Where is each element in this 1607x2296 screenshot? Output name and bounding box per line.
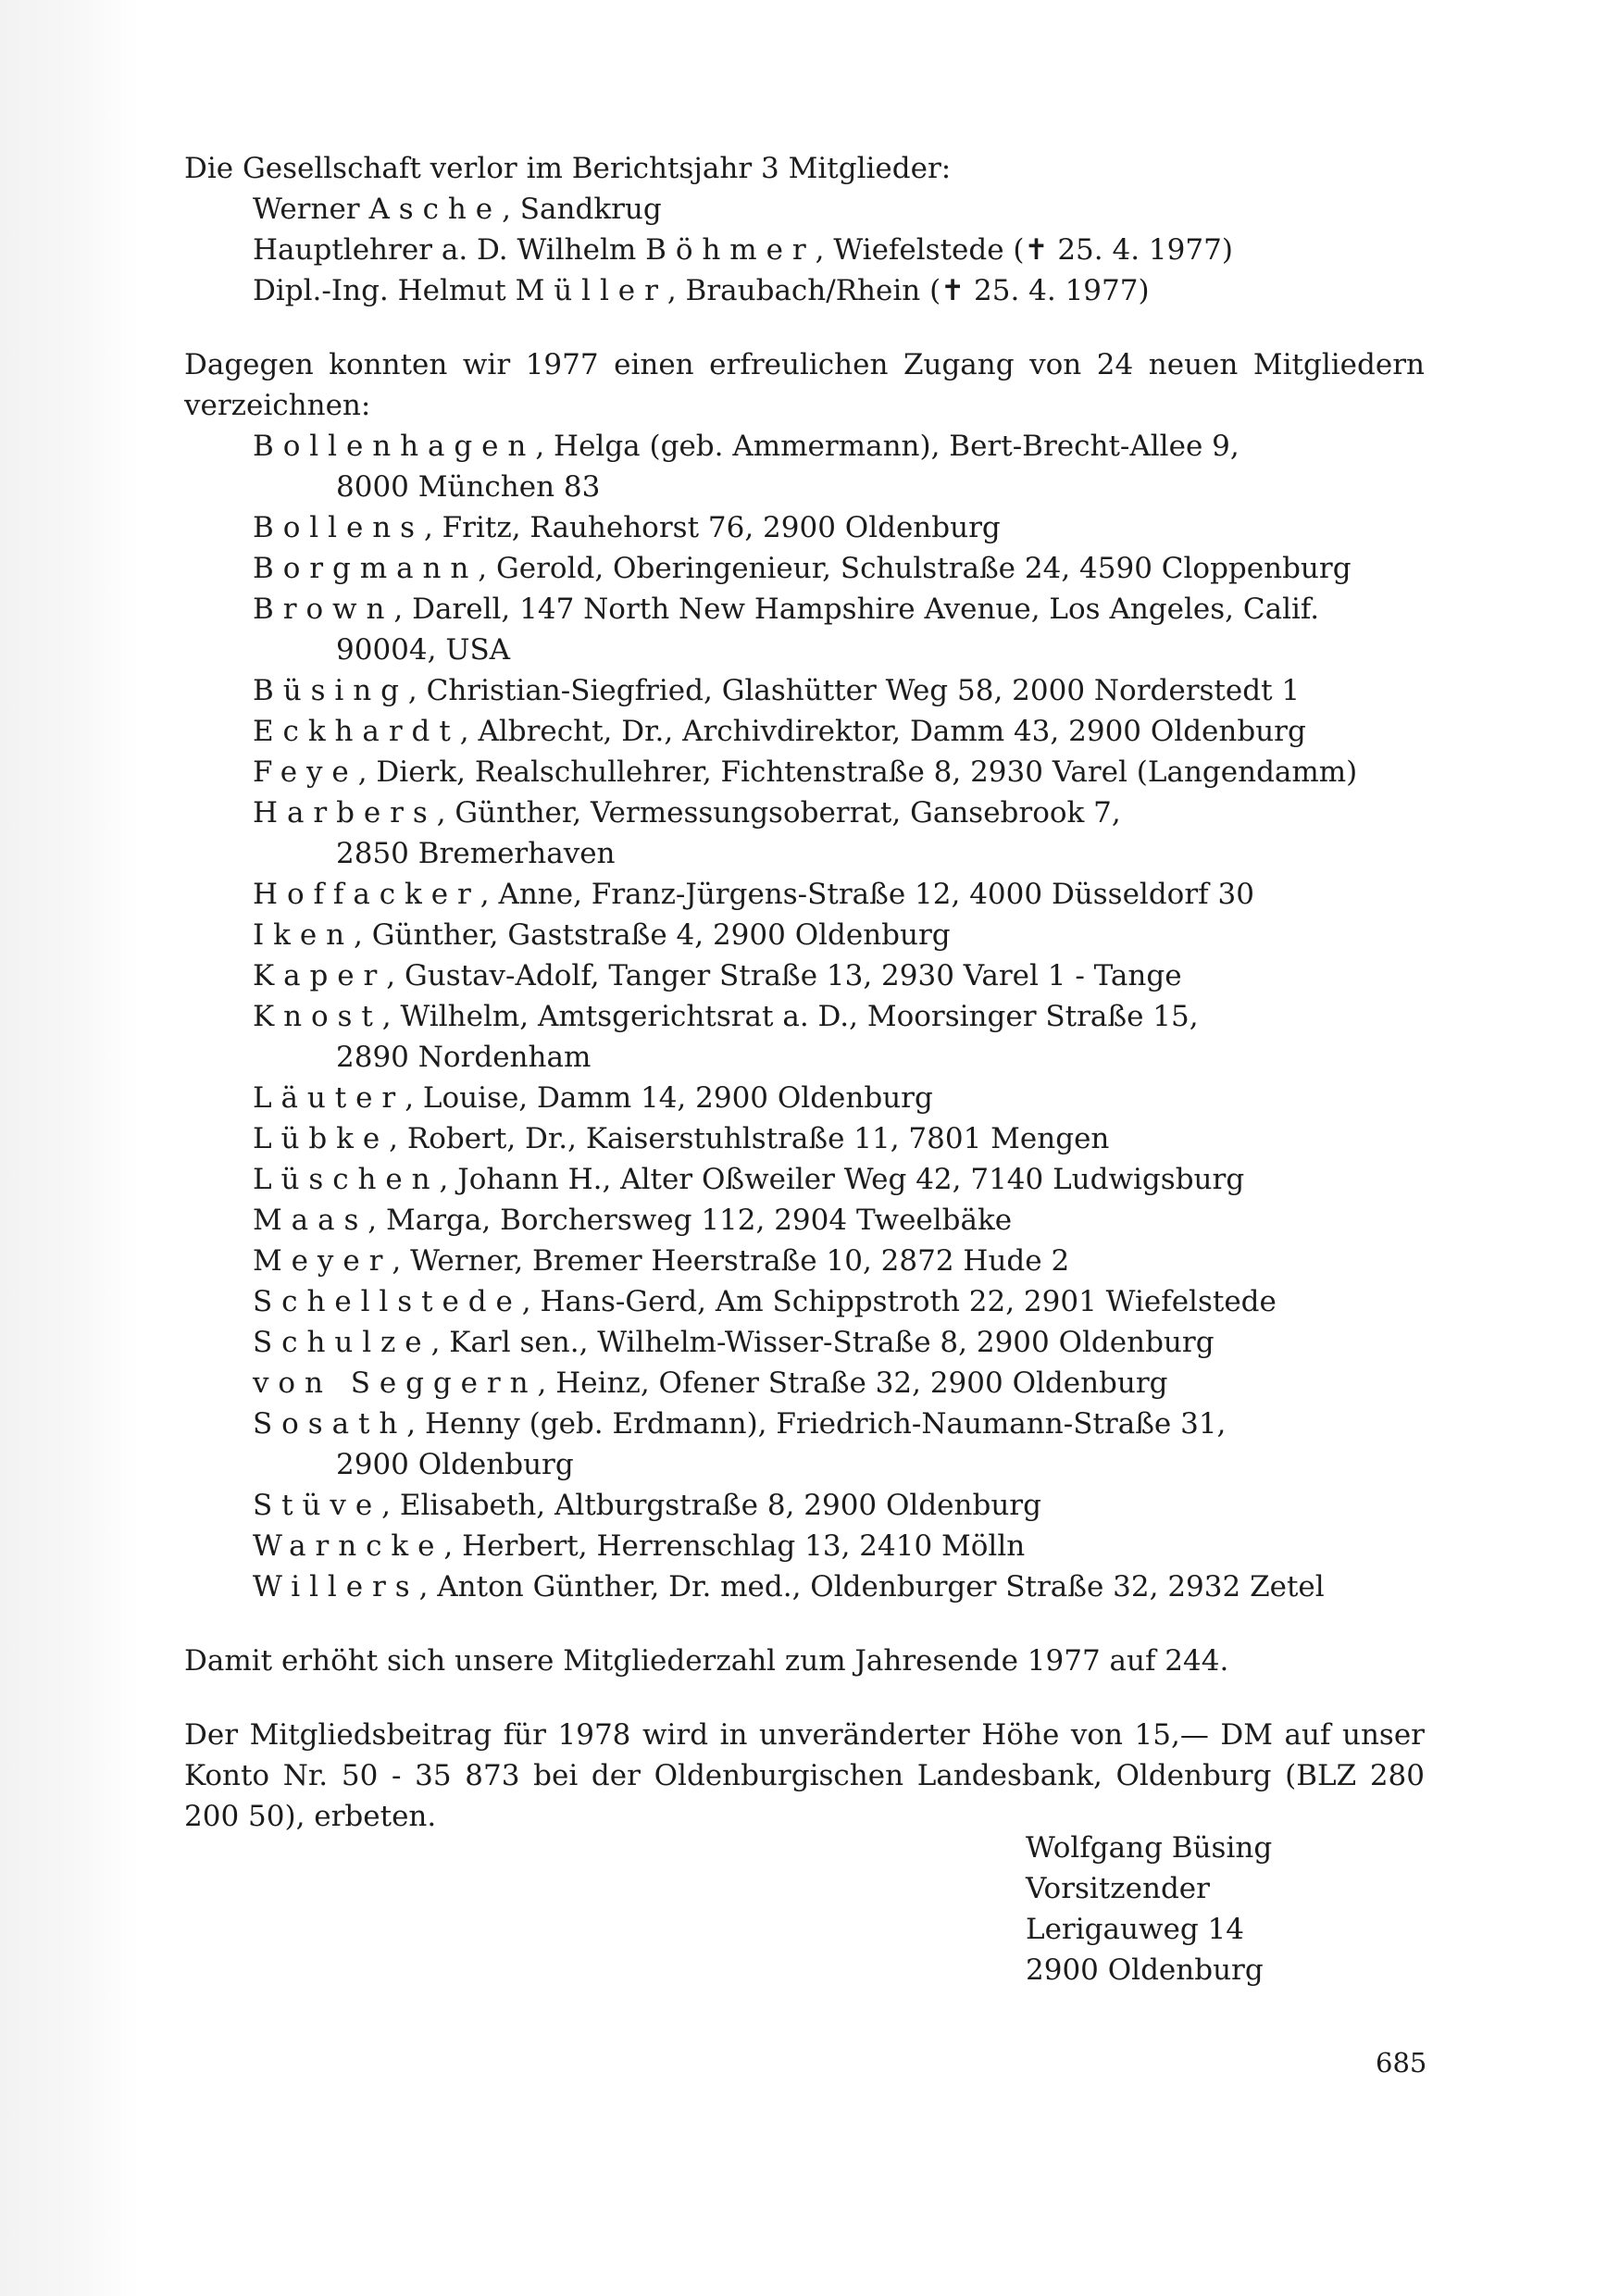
member-details: Louise, Damm 14, 2900 Oldenburg — [422, 1081, 933, 1115]
member-details-continued: 8000 München 83 — [336, 470, 601, 504]
deceased-list — [184, 189, 1425, 311]
member-surname: Bollenhagen — [253, 430, 536, 463]
signature-city: 2900 Oldenburg — [1026, 1953, 1264, 1987]
member-details: Anne, Franz-Jürgens-Straße 12, 4000 Düsseldorf 30 — [498, 878, 1254, 911]
deceased-details: Braubach/Rhein (✝ 25. 4. 1977) — [685, 274, 1150, 307]
member-entry — [184, 1159, 1425, 1200]
member-entry — [184, 507, 1425, 548]
member-line: Sosath, Henny (geb. Erdmann), Friedrich-Naumann-Straße 31, — [253, 1407, 1227, 1441]
member-details: Johann H., Alter Oßweiler Weg 42, 7140 Ludwigsburg — [457, 1163, 1245, 1196]
member-line: Lüschen, Johann H., Alter Oßweiler Weg 42, 7140 Ludwigsburg — [253, 1163, 1245, 1196]
member-surname: Eckhardt — [253, 715, 460, 748]
member-entry — [184, 1200, 1425, 1241]
member-details: Günther, Vermessungsoberrat, Gansebrook 7, — [455, 796, 1121, 830]
member-line: Knost, Wilhelm, Amtsgerichtsrat a. D., Moorsinger Straße 15, — [253, 1000, 1199, 1033]
member-entry — [184, 1241, 1425, 1281]
member-details: Albrecht, Dr., Archivdirektor, Damm 43, 2900 Oldenburg — [478, 715, 1306, 748]
member-details: Heinz, Ofener Straße 32, 2900 Oldenburg — [555, 1366, 1168, 1400]
member-entry — [184, 548, 1425, 589]
member-entry — [184, 589, 1425, 670]
member-details: Gustav-Adolf, Tanger Straße 13, 2930 Varel 1 - Tange — [404, 959, 1182, 992]
member-entry — [184, 426, 1425, 507]
member-entry — [184, 915, 1425, 955]
member-details-continued: 2900 Oldenburg — [336, 1448, 574, 1481]
member-surname: Schellstede — [253, 1285, 522, 1318]
member-line: Lübke, Robert, Dr., Kaiserstuhlstraße 11, 7801 Mengen — [253, 1122, 1110, 1155]
member-entry — [184, 996, 1425, 1078]
member-line: Schellstede, Hans-Gerd, Am Schippstroth 22, 2901 Wiefelstede — [253, 1285, 1277, 1318]
member-details: Werner, Bremer Heerstraße 10, 2872 Hude 2 — [410, 1244, 1070, 1278]
member-details: Günther, Gaststraße 4, 2900 Oldenburg — [371, 918, 951, 952]
member-line: Iken, Günther, Gaststraße 4, 2900 Oldenburg — [253, 918, 951, 952]
member-details: Karl sen., Wilhelm-Wisser-Straße 8, 2900 Oldenburg — [449, 1326, 1215, 1359]
member-details: Helga (geb. Ammermann), Bert-Brecht-Allee 9, — [554, 430, 1240, 463]
deceased-entry: Hauptlehrer a. D. Wilhelm Böhmer, Wiefelstede (✝ 25. 4. 1977) — [253, 233, 1233, 267]
member-surname: Kaper — [253, 959, 387, 992]
member-entry — [184, 1078, 1425, 1118]
member-entry — [184, 711, 1425, 752]
member-details: Marga, Borchersweg 112, 2904 Tweelbäke — [386, 1204, 1013, 1237]
member-details-continued: 2890 Nordenham — [336, 1041, 592, 1074]
new-members-section — [184, 344, 1425, 1607]
member-line: Feye, Dierk, Realschullehrer, Fichtenstraße 8, 2930 Varel (Langendamm) — [253, 755, 1358, 789]
member-line: Brown, Darell, 147 North New Hampshire Avenue, Los Angeles, Calif. — [253, 593, 1320, 626]
deceased-details: Sandkrug — [519, 193, 662, 226]
member-entry — [184, 874, 1425, 915]
member-details: Christian-Siegfried, Glashütter Weg 58, 2000 Norderstedt 1 — [426, 674, 1301, 707]
member-list — [184, 426, 1425, 1607]
member-details: Wilhelm, Amtsgerichtsrat a. D., Moorsinger Straße 15, — [400, 1000, 1199, 1033]
member-surname: Sosath — [253, 1407, 407, 1441]
member-line: Hoffacker, Anne, Franz-Jürgens-Straße 12, 4000 Düsseldorf 30 — [253, 878, 1254, 911]
member-line: Büsing, Christian-Siegfried, Glashütter Weg 58, 2000 Norderstedt 1 — [253, 674, 1301, 707]
total-members-text: Damit erhöht sich unsere Mitgliederzahl zum Jahresende 1977 auf 244. — [184, 1644, 1229, 1678]
member-line: Bollenhagen, Helga (geb. Ammermann), Bert-Brecht-Allee 9, — [253, 430, 1240, 463]
member-line: von Seggern, Heinz, Ofener Straße 32, 2900 Oldenburg — [253, 1366, 1168, 1400]
member-entry — [184, 1566, 1425, 1607]
member-surname: Borgmann — [253, 552, 479, 585]
signature-block — [1026, 1828, 1272, 1990]
page-number: 685 — [1376, 2047, 1427, 2078]
member-entry — [184, 1281, 1425, 1322]
member-entry — [184, 670, 1425, 711]
membership-fee-text: Der Mitgliedsbeitrag für 1978 wird in unveränderter Höhe von 15,— DM auf unser Konto Nr. 50 - 35 873 bei der Oldenburgischen Landesbank, Oldenburg (BLZ 280 200 50), erbeten. — [184, 1718, 1425, 1833]
deceased-surname: Asche — [368, 193, 503, 226]
deceased-details: Wiefelstede (✝ 25. 4. 1977) — [833, 233, 1233, 267]
member-line: Stüve, Elisabeth, Altburgstraße 8, 2900 Oldenburg — [253, 1489, 1041, 1522]
member-details-continued: 2850 Bremerhaven — [336, 837, 616, 870]
member-surname: Meyer — [253, 1244, 392, 1278]
deceased-surname: Böhmer — [645, 233, 816, 267]
member-surname: Knost — [253, 1000, 382, 1033]
member-details: Dierk, Realschullehrer, Fichtenstraße 8, 2930 Varel (Langendamm) — [376, 755, 1358, 789]
member-surname: Lüschen — [253, 1163, 440, 1196]
member-surname: Bollens — [253, 511, 424, 544]
member-entry — [184, 1322, 1425, 1363]
signature-street: Lerigauweg 14 — [1026, 1913, 1244, 1946]
member-line: Kaper, Gustav-Adolf, Tanger Straße 13, 2930 Varel 1 - Tange — [253, 959, 1182, 992]
member-details-continued: 90004, USA — [336, 633, 511, 667]
member-line: Schulze, Karl sen., Wilhelm-Wisser-Straße 8, 2900 Oldenburg — [253, 1326, 1215, 1359]
member-line: Warncke, Herbert, Herrenschlag 13, 2410 Mölln — [253, 1529, 1026, 1563]
member-details: Herbert, Herrenschlag 13, 2410 Mölln — [462, 1529, 1026, 1563]
member-line: Maas, Marga, Borchersweg 112, 2904 Tweelbäke — [253, 1204, 1013, 1237]
member-surname: Willers — [253, 1570, 419, 1603]
member-line: Meyer, Werner, Bremer Heerstraße 10, 2872 Hude 2 — [253, 1244, 1070, 1278]
deceased-entry: Werner Asche, Sandkrug — [253, 193, 662, 226]
signature-title: Vorsitzender — [1026, 1872, 1210, 1905]
member-line: Willers, Anton Günther, Dr. med., Oldenburger Straße 32, 2932 Zetel — [253, 1570, 1325, 1603]
member-line: Läuter, Louise, Damm 14, 2900 Oldenburg — [253, 1081, 933, 1115]
deceased-prefix: Werner — [253, 193, 360, 226]
deceased-surname: Müller — [515, 274, 667, 307]
document-body — [184, 148, 1425, 1837]
member-surname: Schulze — [253, 1326, 431, 1359]
member-details: Anton Günther, Dr. med., Oldenburger Straße 32, 2932 Zetel — [437, 1570, 1325, 1603]
member-entry — [184, 1404, 1425, 1485]
member-details: Elisabeth, Altburgstraße 8, 2900 Oldenburg — [399, 1489, 1041, 1522]
member-surname: Maas — [253, 1204, 368, 1237]
member-surname: Lübke — [253, 1122, 390, 1155]
member-entry — [184, 1526, 1425, 1566]
member-entry — [184, 792, 1425, 874]
member-entry — [184, 752, 1425, 792]
member-name-particle: von — [253, 1366, 351, 1400]
signature-name: Wolfgang Büsing — [1026, 1831, 1273, 1865]
page-scan-shadow — [0, 0, 139, 2296]
deceased-section — [184, 148, 1425, 311]
member-line: Bollens, Fritz, Rauhehorst 76, 2900 Oldenburg — [253, 511, 1001, 544]
member-surname: Feye — [253, 755, 358, 789]
member-line: Harbers, Günther, Vermessungsoberrat, Gansebrook 7, — [253, 796, 1121, 830]
member-surname: Büsing — [253, 674, 408, 707]
member-entry — [184, 955, 1425, 996]
deceased-prefix: Dipl.-Ing. Helmut — [253, 274, 506, 307]
member-line: Eckhardt, Albrecht, Dr., Archivdirektor, Damm 43, 2900 Oldenburg — [253, 715, 1306, 748]
member-surname: Warncke — [253, 1529, 444, 1563]
member-surname: Hoffacker — [253, 878, 480, 911]
member-details: Fritz, Rauhehorst 76, 2900 Oldenburg — [442, 511, 1001, 544]
member-details: Henny (geb. Erdmann), Friedrich-Naumann-Straße 31, — [424, 1407, 1227, 1441]
member-entry — [184, 1485, 1425, 1526]
member-details: Darell, 147 North New Hampshire Avenue, Los Angeles, Calif. — [412, 593, 1320, 626]
member-entry — [184, 1363, 1425, 1404]
new-members-intro: Dagegen konnten wir 1977 einen erfreulichen Zugang von 24 neuen Mitgliedern verzeichnen: — [184, 348, 1425, 422]
member-surname: Iken — [253, 918, 355, 952]
member-surname: Stüve — [253, 1489, 382, 1522]
member-surname: Brown — [253, 593, 394, 626]
member-surname: Seggern — [350, 1366, 538, 1400]
member-details: Hans-Gerd, Am Schippstroth 22, 2901 Wiefelstede — [540, 1285, 1277, 1318]
member-surname: Harbers — [253, 796, 437, 830]
deceased-entry: Dipl.-Ing. Helmut Müller, Braubach/Rhein (✝ 25. 4. 1977) — [253, 274, 1150, 307]
member-line: Borgmann, Gerold, Oberingenieur, Schulstraße 24, 4590 Cloppenburg — [253, 552, 1352, 585]
deceased-intro: Die Gesellschaft verlor im Berichtsjahr 3 Mitglieder: — [184, 152, 952, 185]
member-surname: Läuter — [253, 1081, 405, 1115]
member-details: Gerold, Oberingenieur, Schulstraße 24, 4590 Cloppenburg — [496, 552, 1352, 585]
deceased-prefix: Hauptlehrer a. D. Wilhelm — [253, 233, 637, 267]
member-details: Robert, Dr., Kaiserstuhlstraße 11, 7801 Mengen — [406, 1122, 1110, 1155]
member-entry — [184, 1118, 1425, 1159]
